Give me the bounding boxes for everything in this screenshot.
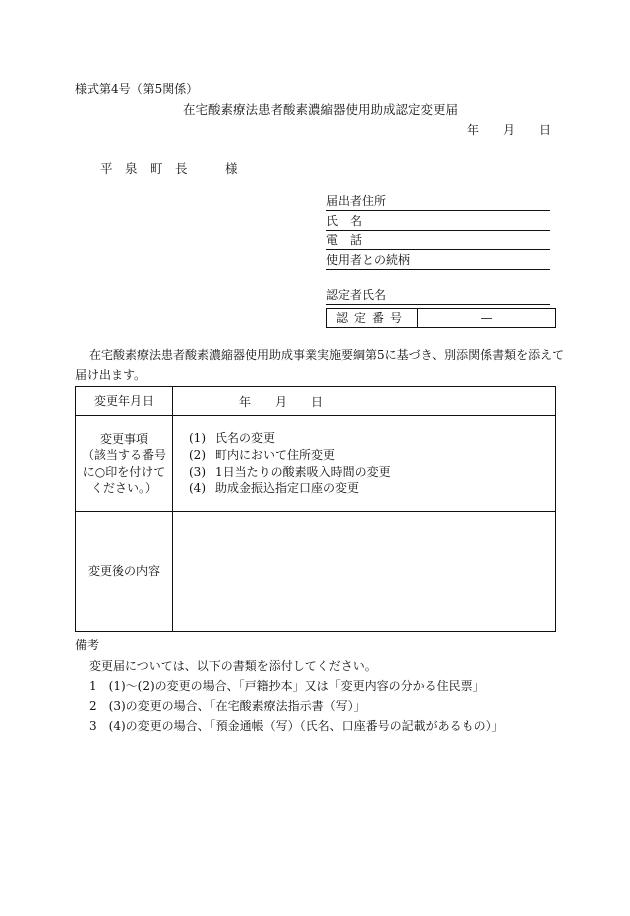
date-line: 年 月 日 [467, 123, 552, 137]
cert-number-value: — [480, 311, 493, 325]
phone-label: 電 話 [326, 233, 363, 247]
change-table [75, 386, 556, 632]
change-items-label-line: 変更事項 [99, 432, 148, 447]
notes-line: 3 (4)の変更の場合、「預金通帳（写）（氏名、口座番号の記載があるもの）」 [89, 719, 504, 733]
changed-content-field[interactable] [173, 512, 556, 632]
name-label: 氏 名 [326, 214, 363, 228]
change-items-label-line: ください。） [90, 480, 157, 495]
applicant-relation-field [326, 251, 550, 270]
cert-number-box [326, 308, 556, 328]
intro-line-1: 在宅酸素療法患者酸素濃縮器使用助成事業実施要綱第5に基づき、別添関係書類を添えて [89, 348, 565, 362]
item-number: (4) [189, 481, 206, 496]
list-item[interactable] [189, 464, 555, 481]
list-item[interactable] [189, 430, 555, 447]
changed-content-label: 変更後の内容 [76, 512, 173, 632]
item-text: 1日当たりの酸素吸入時間の変更 [215, 464, 391, 479]
notes-intro: 変更届については、以下の書類を添付してください。 [89, 659, 377, 673]
change-date-value [173, 387, 556, 416]
address-label: 届出者住所 [326, 194, 387, 208]
item-number: (3) [189, 464, 206, 479]
item-number: (2) [189, 447, 206, 462]
change-items-list [173, 416, 556, 512]
change-date-text: 年 月 日 [239, 394, 324, 409]
change-date-label: 変更年月日 [76, 387, 173, 416]
item-text: 氏名の変更 [215, 430, 276, 445]
change-items-label [76, 416, 173, 512]
applicant-address-field [326, 192, 550, 211]
intro-line-2: 届け出ます。 [75, 368, 147, 382]
cert-number-label: 認定番号 [327, 309, 418, 327]
form-title: 在宅酸素療法患者酸素濃縮器使用助成認定変更届 [183, 102, 459, 117]
notes-line: 1 (1)～(2)の変更の場合、「戸籍抄本」又は「変更内容の分かる住民票」 [89, 679, 485, 693]
table-row [76, 387, 556, 416]
item-text: 町内において住所変更 [215, 447, 336, 462]
addressee: 平 泉 町 長 様 [100, 161, 238, 176]
form-id: 様式第4号（第5関係） [75, 82, 199, 96]
relation-label: 使用者との続柄 [326, 253, 411, 267]
notes-line: 2 (3)の変更の場合、「在宅酸素療法指示書（写）」 [89, 699, 366, 713]
list-item[interactable] [189, 480, 555, 497]
applicant-phone-field [326, 231, 550, 250]
list-item[interactable] [189, 447, 555, 464]
notes-heading: 備考 [75, 638, 100, 652]
item-text: 助成金振込指定口座の変更 [215, 481, 360, 496]
change-items-label-line: に○印を付けて [82, 464, 166, 479]
table-row [76, 512, 556, 632]
certified-name-field [326, 286, 550, 305]
item-number: (1) [189, 430, 206, 445]
certified-name-label: 認定者氏名 [326, 288, 387, 302]
applicant-name-field [326, 212, 550, 231]
change-items-label-line: （該当する番号 [81, 448, 166, 463]
table-row [76, 416, 556, 512]
